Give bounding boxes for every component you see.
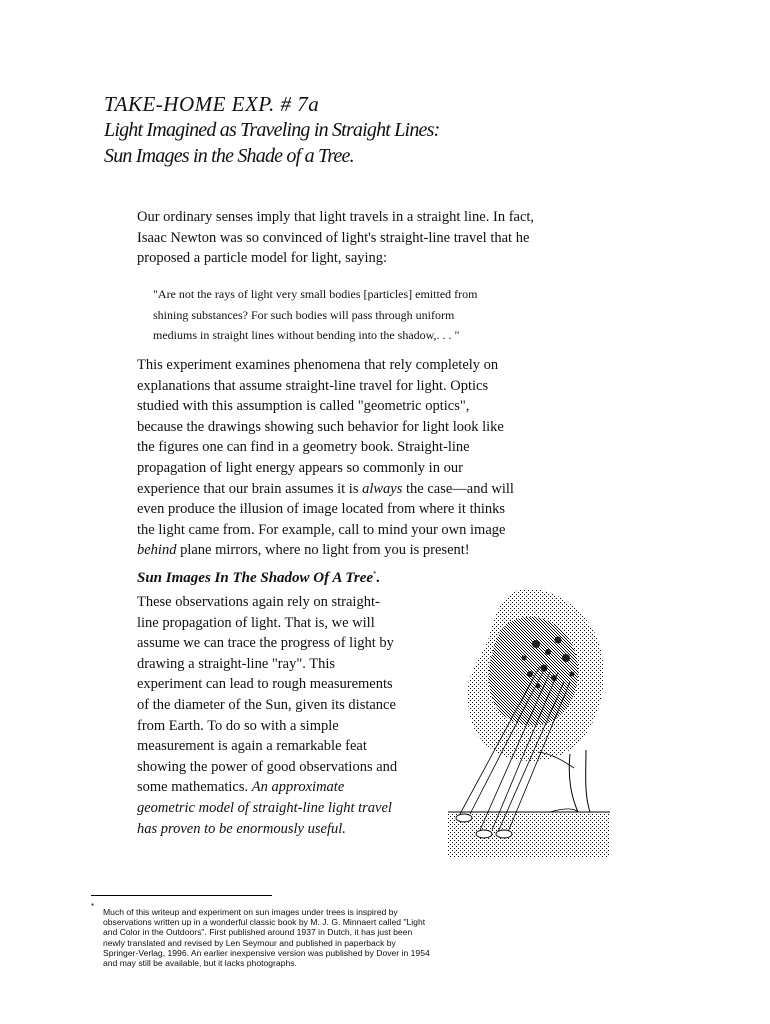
quote-line: "Are not the rays of light very small bodies [particles] emitted from — [153, 287, 478, 301]
text-line: even produce the illusion of image located from where it thinks — [137, 501, 506, 518]
text-line: These observations again rely on straight- — [137, 594, 380, 610]
emphasis-always: always — [362, 480, 403, 497]
text-line: line propagation of light. That is, we will — [137, 614, 375, 631]
text-line: Our ordinary senses imply that light travels in a straight line. In fact, — [137, 209, 535, 225]
footnote-divider — [91, 895, 272, 896]
footnote-mark: * — [91, 902, 95, 911]
emphasis-behind: behind — [137, 542, 177, 559]
section-body — [137, 592, 412, 839]
text-line: proposed a particle model for light, saying: — [137, 250, 388, 267]
text-line: assume we can trace the progress of light by — [137, 635, 394, 652]
footnote-reference[interactable]: * — [373, 570, 377, 578]
text-line: the light came from. For example, call to mind your own image — [137, 521, 506, 538]
text-line: experiment can lead to rough measurements — [137, 676, 393, 693]
quote-line: mediums in straight lines without bending into the shadow,. . . " — [153, 328, 460, 343]
text-line: measurement is again a remarkable feat — [137, 738, 367, 755]
footnote-line: and may still be available, but it lacks photographs. — [103, 958, 297, 969]
text-line: drawing a straight-line "ray". This — [137, 655, 336, 672]
section-heading-text: Sun Images In The Shadow Of A Tree — [137, 570, 374, 586]
tree-trunk-edge — [586, 750, 590, 812]
text-line: of the diameter of the Sun, given its distance — [137, 696, 396, 713]
text-line: because the drawings showing such behavior for light look like — [137, 418, 504, 435]
tree-illustration — [440, 582, 610, 857]
footnote-line: Springer-Verlag, 1996. An earlier inexpensive version was published by Dover in 1954 — [103, 947, 430, 958]
footnote-line: observations written up in a wonderful classic book by M. J. G. Minnaert called "Light — [103, 917, 426, 928]
emphasis-text: has proven to be enormously useful. — [137, 820, 346, 837]
newton-quote — [153, 284, 523, 346]
geometric-optics-paragraph — [137, 355, 557, 561]
text-line: explanations that assume straight-line travel for light. Optics — [137, 377, 489, 394]
quote-line: shining substances? For such bodies will pass through uniform — [153, 307, 455, 322]
subtitle-line-1: Light Imagined as Traveling in Straight Lines: — [104, 119, 440, 141]
emphasis-text: geometric model of straight-line light travel — [137, 799, 392, 816]
section-heading — [137, 570, 380, 587]
text-line: studied with this assumption is called "geometric optics", — [137, 398, 470, 415]
section-heading-end: . — [376, 570, 381, 586]
footnote-line: Much of this writeup and experiment on sun images under trees is inspired by — [103, 907, 398, 917]
text-line: from Earth. To do so with a simple — [137, 717, 339, 734]
text-fragment: plane mirrors, where no light from you is present! — [176, 542, 470, 559]
subtitle-line-2: Sun Images in the Shade of a Tree. — [104, 145, 354, 167]
footnote — [103, 907, 463, 968]
text-fragment: the case—and will — [402, 480, 514, 497]
text-line: the figures one can find in a geometry book. Straight-line — [137, 439, 470, 456]
text-fragment: experience that our brain assumes it is — [137, 480, 363, 497]
intro-paragraph — [137, 207, 557, 269]
text-line: propagation of light energy appears so commonly in our — [137, 459, 463, 476]
footnote-line: and Color in the Outdoors". First published around 1937 in Dutch, it has just been — [103, 927, 413, 938]
text-line: This experiment examines phenomena that rely completely on — [137, 357, 499, 373]
text-line: showing the power of good observations and — [137, 758, 398, 775]
footnote-line: newly translated and revised by Len Seymour and published in paperback by — [103, 937, 396, 948]
text-line: Isaac Newton was so convinced of light's straight-line travel that he — [137, 229, 530, 246]
ground-shadow — [448, 814, 610, 857]
tree-trunk — [569, 754, 578, 812]
text-fragment: some mathematics. — [137, 779, 252, 796]
emphasis-text: An approximate — [251, 779, 345, 796]
page-title: TAKE-HOME EXP. # 7a — [104, 92, 320, 116]
